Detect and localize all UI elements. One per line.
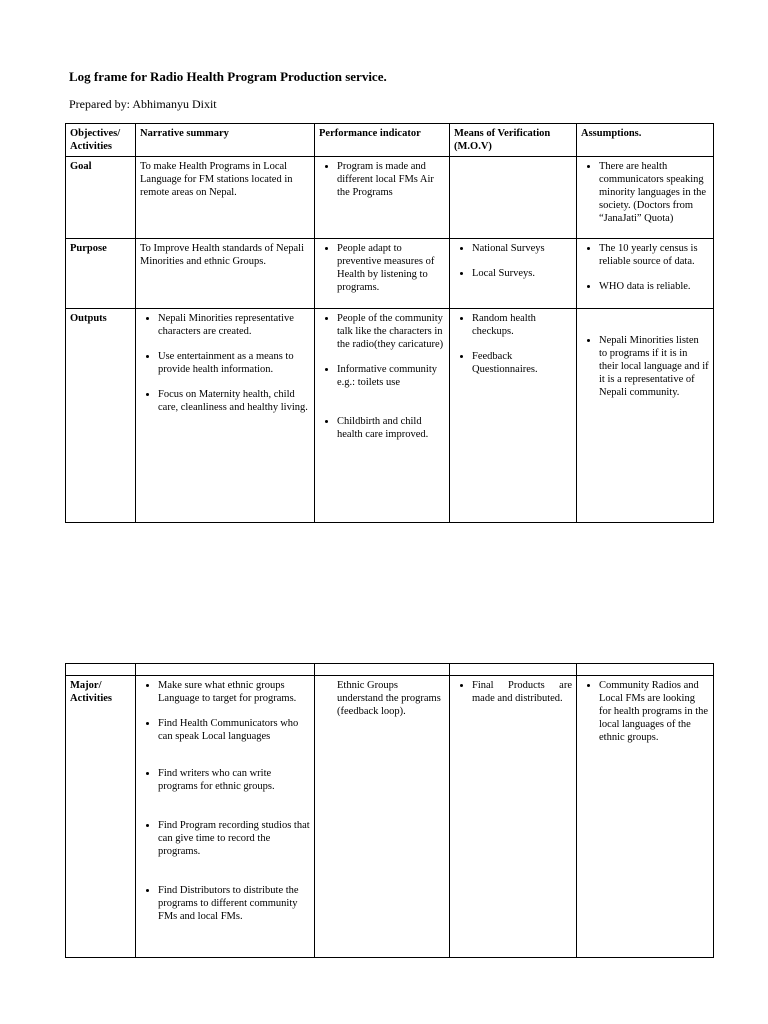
purpose-assumptions xyxy=(577,239,714,309)
blank-cell xyxy=(315,664,450,676)
goal-indicator xyxy=(315,157,450,239)
goal-assumptions xyxy=(577,157,714,239)
activities-row xyxy=(66,676,714,958)
list-item: • Feedback Questionnaires. xyxy=(472,350,572,376)
logframe-table-bottom xyxy=(65,663,714,958)
document-title: Log frame for Radio Health Program Production service. xyxy=(69,69,387,84)
list-item: • National Surveys xyxy=(472,242,572,255)
purpose-label: Purpose xyxy=(66,239,136,309)
list-item: • Program is made and different local FMs Air the Programs xyxy=(337,160,445,199)
list-item: • Nepali Minorities listen to programs if it is in their local language and if it is a representative of Nepali community. xyxy=(599,334,709,399)
header-assumptions: Assumptions. xyxy=(577,124,714,157)
list-item: • Find Distributors to distribute the programs to different community FMs and local FMs. xyxy=(158,884,310,923)
list-item: • People of the community talk like the characters in the radio(they caricature) xyxy=(337,312,445,351)
list-item: • Make sure what ethnic groups Language to target for programs. xyxy=(158,679,310,705)
goal-narrative: To make Health Programs in Local Language for FM stations located in remote areas on Nepal. xyxy=(136,157,315,239)
list-item: • People adapt to preventive measures of Health by listening to programs. xyxy=(337,242,445,294)
list-item: • Find Program recording studios that can give time to record the programs. xyxy=(158,819,310,858)
activities-mov xyxy=(450,676,577,958)
activities-label: Major/ Activities xyxy=(66,676,136,958)
purpose-indicator xyxy=(315,239,450,309)
list-item: • Local Surveys. xyxy=(472,267,572,280)
prepared-by: Prepared by: Abhimanyu Dixit xyxy=(69,97,217,111)
header-indicator: Performance indicator xyxy=(315,124,450,157)
header-narrative: Narrative summary xyxy=(136,124,315,157)
blank-cell xyxy=(136,664,315,676)
blank-cell xyxy=(450,664,577,676)
activities-indicator: Ethnic Groups understand the programs (feedback loop). xyxy=(315,676,450,958)
list-item: • Childbirth and child health care improved. xyxy=(337,415,445,441)
list-item: • Find writers who can write programs for ethnic groups. xyxy=(158,767,310,793)
list-item: • Find Health Communicators who can speak Local languages xyxy=(158,717,310,743)
list-item: • Informative community e.g.: toilets use xyxy=(337,363,445,389)
blank-header-row xyxy=(66,664,714,676)
outputs-indicator xyxy=(315,309,450,523)
list-item: • Nepali Minorities representative characters are created. xyxy=(158,312,310,338)
goal-row xyxy=(66,157,714,239)
list-item: • Final Products are made and distributed. xyxy=(472,679,572,705)
logframe-table-top xyxy=(65,123,714,523)
activities-assumptions xyxy=(577,676,714,958)
goal-mov xyxy=(450,157,577,239)
list-item: • Focus on Maternity health, child care, cleanliness and healthy living. xyxy=(158,388,310,414)
header-mov: Means of Verification (M.O.V) xyxy=(450,124,577,157)
purpose-narrative: To Improve Health standards of Nepali Minorities and ethnic Groups. xyxy=(136,239,315,309)
purpose-mov xyxy=(450,239,577,309)
purpose-row xyxy=(66,239,714,309)
outputs-assumptions xyxy=(577,309,714,523)
outputs-row xyxy=(66,309,714,523)
header-row xyxy=(66,124,714,157)
outputs-narrative xyxy=(136,309,315,523)
outputs-mov xyxy=(450,309,577,523)
blank-cell xyxy=(577,664,714,676)
outputs-label: Outputs xyxy=(66,309,136,523)
activities-narrative xyxy=(136,676,315,958)
header-objectives: Objectives/ Activities xyxy=(66,124,136,157)
list-item: • WHO data is reliable. xyxy=(599,280,709,293)
list-item: • The 10 yearly census is reliable source of data. xyxy=(599,242,709,268)
blank-cell xyxy=(66,664,136,676)
list-item: • Use entertainment as a means to provide health information. xyxy=(158,350,310,376)
goal-label: Goal xyxy=(66,157,136,239)
list-item: • Random health checkups. xyxy=(472,312,572,338)
list-item: • There are health communicators speaking minority languages in the society. (Doctors from “JanaJati” Quota) xyxy=(599,160,709,225)
list-item: • Community Radios and Local FMs are looking for health programs in the local languages of the ethnic groups. xyxy=(599,679,709,744)
